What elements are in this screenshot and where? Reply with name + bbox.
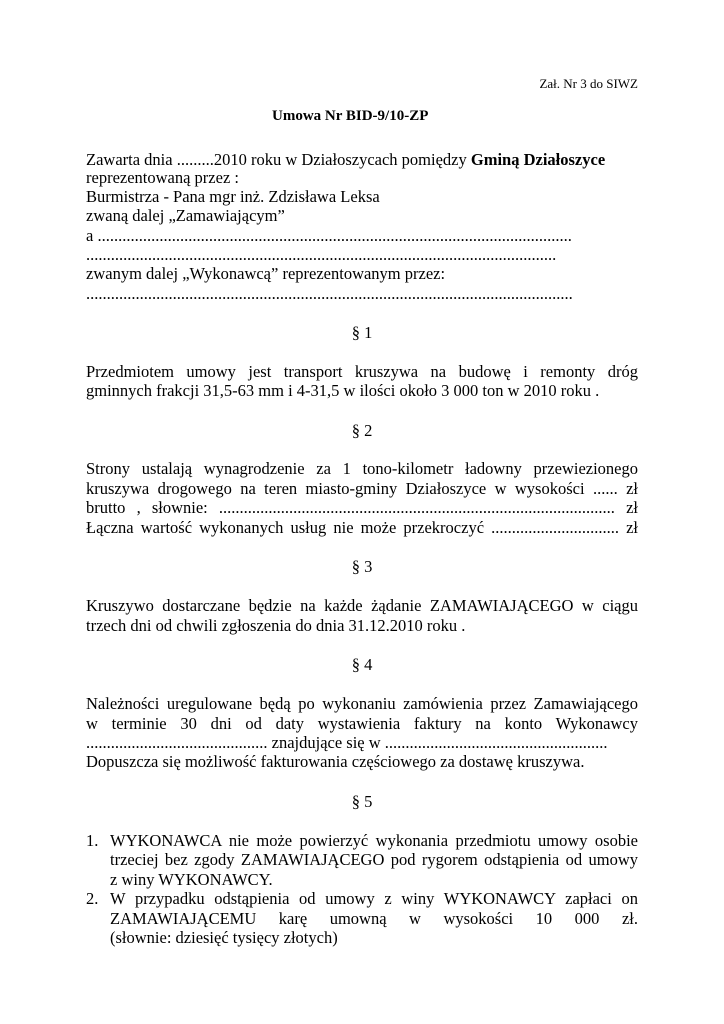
section-4-line-3: ............................................ znajdujące się w ...................................................... — [86, 733, 608, 752]
intro-line-1-text: Zawarta dnia .........2010 roku w Działoszycach pomiędzy — [86, 150, 471, 169]
section-4-line-1: Należności uregulowane będą po wykonaniu zamówienia przez Zamawiającego — [86, 694, 638, 713]
section-2-heading: § 2 — [351, 421, 373, 440]
intro-line-2: reprezentowaną przez : — [86, 168, 239, 187]
section-2-line-4: Łączna wartość wykonanych usług nie może przekroczyć ............................... zł — [86, 518, 638, 537]
attachment-note: Zał. Nr 3 do SIWZ — [539, 76, 638, 91]
section-4-line-2: w terminie 30 dni od daty wystawienia faktury na konto Wykonawcy — [86, 714, 638, 733]
intro-line-7: zwanym dalej „Wykonawcą” reprezentowanym przez: — [86, 264, 446, 283]
section-1-heading: § 1 — [351, 323, 373, 342]
section-4-line-4: Dopuszcza się możliwość fakturowania częściowego za dostawę kruszywa. — [86, 752, 585, 771]
list-item-line-2: trzeciej bez zgody ZAMAWIAJĄCEGO pod rygorem odstąpienia od umowy — [110, 850, 638, 869]
list-item-number: 1. — [86, 831, 99, 850]
section-3-heading: § 3 — [351, 557, 373, 576]
section-5-heading: § 5 — [351, 792, 373, 811]
intro-line-6: .................................................................................................................. — [86, 245, 557, 264]
intro-line-5: a ................................................................................................................... — [86, 226, 572, 245]
section-3-line-1: Kruszywo dostarczane będzie na każde żądanie ZAMAWIAJĄCEGO w ciągu — [86, 596, 638, 615]
section-2-line-1: Strony ustalają wynagrodzenie za 1 tono-kilometr ładowny przewiezionego — [86, 459, 638, 478]
section-3-line-2: trzech dni od chwili zgłoszenia do dnia 31.12.2010 roku . — [86, 616, 466, 635]
list-item-line-3: (słownie: dziesięć tysięcy złotych) — [110, 928, 338, 947]
list-item-number: 2. — [86, 889, 99, 908]
intro-line-8: ...................................................................................................................... — [86, 284, 573, 303]
intro-line-4: zwaną dalej „Zamawiającym” — [86, 206, 285, 225]
section-4-heading: § 4 — [351, 655, 373, 674]
party-name-bold: Gminą Działoszyce — [470, 150, 606, 169]
intro-line-1 — [86, 150, 605, 170]
list-item-line-3: z winy WYKONAWCY. — [110, 870, 273, 889]
list-item-line-1: W przypadku odstąpienia od umowy z winy WYKONAWCY zapłaci on — [110, 889, 638, 908]
list-item-line-1: WYKONAWCA nie może powierzyć wykonania przedmiotu umowy osobie — [110, 831, 638, 850]
list-item-line-2: ZAMAWIAJĄCEMU karę umowną w wysokości 10 000 zł. — [110, 909, 638, 928]
document-title: Umowa Nr BID-9/10-ZP — [272, 108, 429, 124]
section-1-line-2: gminnych frakcji 31,5-63 mm i 4-31,5 w ilości około 3 000 ton w 2010 roku . — [86, 381, 600, 400]
section-2-line-3: brutto , słownie: ................................................................................................ zł — [86, 498, 638, 517]
section-2-line-2: kruszywa drogowego na teren miasto-gminy Działoszyce w wysokości ...... zł — [86, 479, 638, 498]
section-1-line-1: Przedmiotem umowy jest transport kruszywa na budowę i remonty dróg — [86, 362, 638, 381]
intro-line-3: Burmistrza - Pana mgr inż. Zdzisława Leksa — [86, 187, 380, 206]
